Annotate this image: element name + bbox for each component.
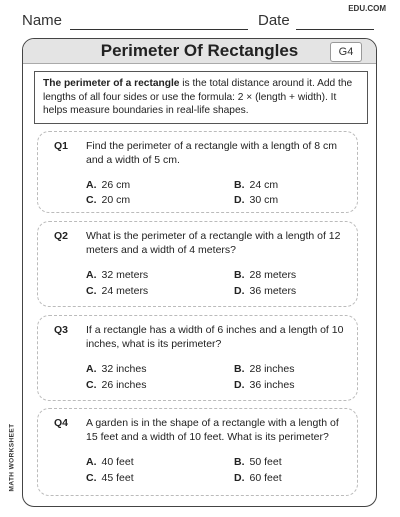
option-text: 30 cm bbox=[249, 194, 279, 206]
question-number: Q3 bbox=[54, 324, 69, 336]
option-text: 20 cm bbox=[101, 194, 131, 206]
question-text: If a rectangle has a width of 6 inches and a length of 10 inches, what is its perimeter? bbox=[86, 324, 344, 350]
option-letter: B. bbox=[234, 363, 245, 375]
option-text: 28 inches bbox=[249, 363, 295, 375]
intro-box bbox=[34, 71, 368, 124]
option-letter: D. bbox=[234, 379, 245, 391]
option-letter: C. bbox=[86, 285, 97, 297]
option-b[interactable] bbox=[234, 456, 282, 468]
option-text: 32 inches bbox=[101, 363, 147, 375]
option-text: 26 cm bbox=[101, 179, 131, 191]
intro-bold: The perimeter of a rectangle bbox=[43, 78, 180, 89]
option-letter: C. bbox=[86, 194, 97, 206]
option-text: 36 meters bbox=[249, 285, 297, 297]
option-letter: A. bbox=[86, 363, 97, 375]
option-letter: A. bbox=[86, 179, 97, 191]
option-text: 24 cm bbox=[249, 179, 279, 191]
option-text: 28 meters bbox=[249, 269, 297, 281]
question-card-4 bbox=[37, 408, 358, 496]
option-text: 36 inches bbox=[249, 379, 295, 391]
question-number: Q1 bbox=[54, 140, 69, 152]
option-d[interactable] bbox=[234, 472, 282, 484]
option-b[interactable] bbox=[234, 269, 296, 281]
option-a[interactable] bbox=[86, 456, 134, 468]
question-text: A garden is in the shape of a rectangle with a length of 15 feet and a width of 10 feet. What is its perimeter? bbox=[86, 417, 339, 443]
option-c[interactable] bbox=[86, 472, 134, 484]
date-line[interactable] bbox=[296, 29, 374, 30]
option-d[interactable] bbox=[234, 379, 294, 391]
option-b[interactable] bbox=[234, 363, 294, 375]
option-c[interactable] bbox=[86, 194, 130, 206]
question-number: Q2 bbox=[54, 230, 69, 242]
intro-text: is the total distance around it. Add the lengths of all four sides or use the formula: 2 × (length + width). It helps measure boundaries in real-life shapes. bbox=[43, 78, 353, 116]
question-text: What is the perimeter of a rectangle with a length of 12 meters and a width of 4 meters? bbox=[86, 230, 341, 256]
option-letter: C. bbox=[86, 472, 97, 484]
option-letter: D. bbox=[234, 472, 245, 484]
option-letter: B. bbox=[234, 179, 245, 191]
question-number: Q4 bbox=[54, 417, 69, 429]
option-letter: D. bbox=[234, 285, 245, 297]
option-text: 32 meters bbox=[101, 269, 149, 281]
side-label bbox=[6, 420, 18, 500]
option-d[interactable] bbox=[234, 194, 278, 206]
grade-badge: G4 bbox=[330, 42, 362, 62]
option-d[interactable] bbox=[234, 285, 296, 297]
option-c[interactable] bbox=[86, 285, 148, 297]
option-letter: B. bbox=[234, 456, 245, 468]
option-letter: A. bbox=[86, 456, 97, 468]
question-card-3 bbox=[37, 315, 358, 401]
option-c[interactable] bbox=[86, 379, 146, 391]
option-letter: A. bbox=[86, 269, 97, 281]
date-label: Date bbox=[258, 12, 290, 29]
option-text: 40 feet bbox=[101, 456, 134, 468]
option-letter: B. bbox=[234, 269, 245, 281]
title-bar bbox=[23, 39, 376, 64]
option-text: 60 feet bbox=[249, 472, 282, 484]
option-a[interactable] bbox=[86, 179, 130, 191]
header-row bbox=[0, 0, 400, 34]
question-card-2 bbox=[37, 221, 358, 307]
brand-logo: EDU.COM bbox=[348, 4, 386, 13]
name-line[interactable] bbox=[70, 29, 248, 30]
worksheet-title: Perimeter Of Rectangles bbox=[100, 41, 299, 60]
option-text: 24 meters bbox=[101, 285, 149, 297]
name-label: Name bbox=[22, 12, 63, 29]
option-b[interactable] bbox=[234, 179, 278, 191]
side-label-text: MATH WORKSHEET bbox=[8, 423, 16, 492]
option-letter: C. bbox=[86, 379, 97, 391]
option-text: 45 feet bbox=[101, 472, 134, 484]
option-text: 26 inches bbox=[101, 379, 147, 391]
option-letter: D. bbox=[234, 194, 245, 206]
option-text: 50 feet bbox=[249, 456, 282, 468]
option-a[interactable] bbox=[86, 269, 148, 281]
question-card-1 bbox=[37, 131, 358, 213]
worksheet bbox=[22, 38, 377, 507]
option-a[interactable] bbox=[86, 363, 146, 375]
question-text: Find the perimeter of a rectangle with a length of 8 cm and a width of 5 cm. bbox=[86, 140, 337, 166]
